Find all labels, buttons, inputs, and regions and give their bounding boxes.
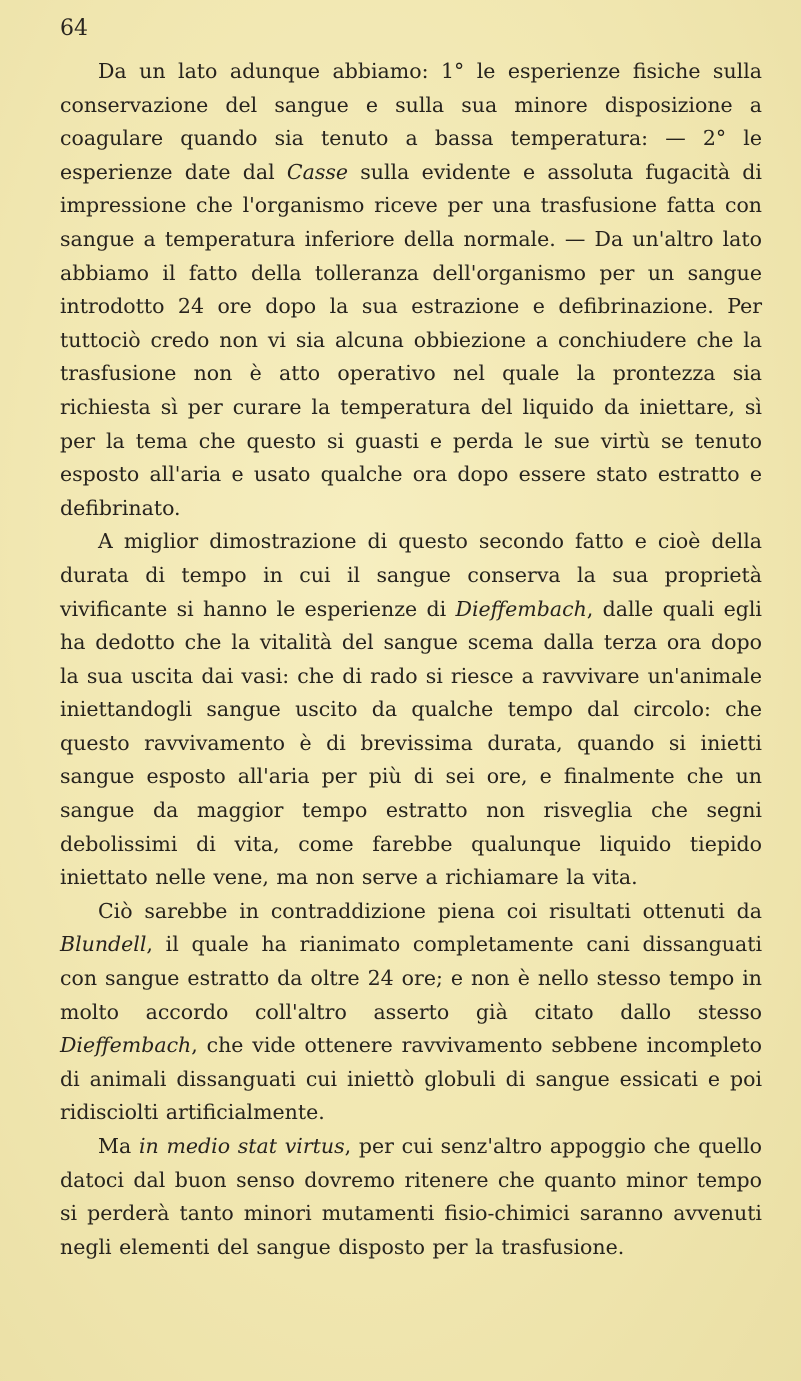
author-name-blundell: Blundell bbox=[60, 932, 147, 957]
author-name-dieffembach-2: Dieffembach bbox=[60, 1033, 192, 1058]
paragraph-3 bbox=[60, 895, 762, 1130]
author-name-dieffembach: Dieffembach bbox=[455, 596, 587, 621]
body-text bbox=[60, 55, 762, 1264]
author-name-casse: Casse bbox=[286, 159, 349, 184]
page-number: 64 bbox=[60, 16, 88, 41]
paragraph-1 bbox=[60, 55, 762, 525]
paragraph-3-text: Ciò sarebbe in contraddizione piena coi risultati ottenuti da bbox=[98, 898, 762, 923]
paragraph-3-text-continued: , il quale ha rianimato completamente cani dissanguati con sangue estratto da oltre 24 ore; e non è nello stesso tempo in molto accordo coll'altro asserto già citato dallo stesso bbox=[60, 932, 762, 1024]
paragraph-4-text: Ma bbox=[98, 1134, 139, 1158]
paragraph-4 bbox=[60, 1130, 762, 1264]
latin-phrase: in medio stat virtus bbox=[138, 1134, 345, 1158]
paragraph-4-text-continued: , per cui senz'altro appoggio che quello datoci dal buon senso dovremo ritenere che quanto minor tempo si perderà tanto minori mutamenti fisio-chimici saranno avvenuti negli elementi del sangue disposto per la trasfusione. bbox=[60, 1134, 762, 1259]
paragraph-2-text: A miglior dimostrazione di questo secondo fatto e cioè della durata di tempo in cui il sangue conserva la sua proprietà vivificante si hanno le esperienze di bbox=[60, 529, 762, 621]
paragraph-2-text-continued: , dalle quali egli ha dedotto che la vitalità del sangue scema dalla terza ora dopo la sua uscita dai vasi: che di rado si riesce a ravvivare un'animale iniettandogli sangue uscito da qualche tempo dal circolo: che questo ravvivamento è di brevissima durata, quando si inietti sangue esposto all'aria per più di sei ore, e finalmente che un sangue da maggior tempo estratto non risveglia che segni debolissimi di vita, come farebbe qualunque liquido tiepido iniettato nelle vene, ma non serve a richiamare la vita. bbox=[60, 596, 762, 890]
paragraph-3-text-end: , che vide ottenere ravvivamento sebbene incompleto di animali dissanguati cui iniettò globuli di sangue essicati e poi ridisciolti artificialmente. bbox=[60, 1033, 762, 1125]
paragraph-2 bbox=[60, 525, 762, 895]
paragraph-1-text-continued: sulla evidente e assoluta fugacità di impressione che l'organismo riceve per una trasfusione fatta con sangue a temperatura inferiore della normale. — Da un'altro lato abbiamo il fatto della tolleranza dell'organismo per un sangue introdotto 24 ore dopo la sua estrazione e defibrinazione. Per tuttociò credo non vi sia alcuna obbiezione a conchiudere che la trasfusione non è atto operativo nel quale la prontezza sia richiesta sì per curare la temperatura del liquido da iniettare, sì per la tema che questo si guasti e perda le sue virtù se tenuto esposto all'aria e usato qualche ora dopo essere stato estratto e defibrinato. bbox=[60, 159, 762, 520]
paragraph-1-text: Da un lato adunque abbiamo: 1° le esperienze fisiche sulla conservazione del sangue e sulla sua minore disposizione a coagulare quando sia tenuto a bassa temperatura: — 2° le esperienze date dal bbox=[60, 59, 762, 184]
